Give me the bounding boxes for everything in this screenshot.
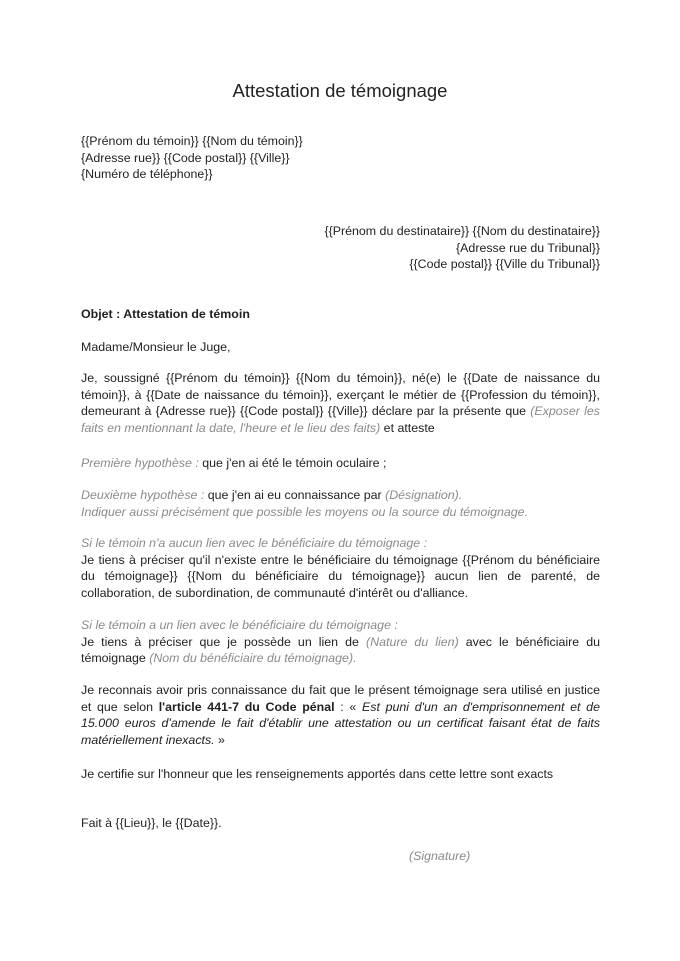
hypothesis-2-label: Deuxième hypothèse : <box>81 488 208 502</box>
legal-end: » <box>214 732 225 747</box>
case-link-text-2: avec le bénéficiaire du témoignage <box>81 634 600 665</box>
sender-phone: {Numéro de téléphone}} <box>81 167 213 181</box>
signature-placeholder: (Signature) <box>409 849 471 863</box>
case-link-text-1: Je tiens à préciser que je possède un lien de <box>81 634 367 649</box>
hypothesis-2-text: que j'en ai eu connaissance par <box>207 488 386 502</box>
case-no-link-label: Si le témoin n'a aucun lien avec le bénéficiaire du témoignage : <box>81 536 428 550</box>
legal-paragraph <box>81 682 600 748</box>
hypothesis-2-instruction: Indiquer aussi précisément que possible les moyens ou la source du témoignage. <box>81 504 529 519</box>
hypothesis-2-hint: (Désignation). <box>385 488 463 502</box>
declaration-hint: (Exposer les faits en mentionnant la date, l'heure et le lieu des faits) <box>81 404 600 435</box>
legal-article: l'article 441-7 du Code pénal <box>158 699 335 714</box>
recipient-name: {{Prénom du destinataire}} {{Nom du destinataire}} <box>324 224 600 238</box>
sender-address <box>81 133 600 183</box>
place-date-line: Fait à {{Lieu}}, le {{Date}}. <box>81 816 222 830</box>
declaration-end: et atteste <box>380 420 435 435</box>
case-link-label: Si le témoin a un lien avec le bénéficiaire du témoignage : <box>81 618 398 632</box>
hypothesis-1 <box>81 455 600 472</box>
case-no-link <box>81 535 600 601</box>
case-link-hint-2: (Nom du bénéficiaire du témoignage). <box>149 651 357 665</box>
sender-name: {{Prénom du témoin}} {{Nom du témoin}} <box>81 134 303 148</box>
legal-text-2: : « <box>334 699 362 714</box>
legal-text-1: Je reconnais avoir pris connaissance du fait que le présent témoignage sera utilisé en justice et que selon <box>81 683 600 714</box>
hypothesis-2 <box>81 487 600 520</box>
recipient-street: {Adresse rue du Tribunal}} <box>456 240 600 255</box>
legal-quote: Est puni d'un an d'emprisonnement et de 15.000 euros d'amende le fait d'établir une attestation ou un certificat faisant état de faits matériellement inexacts. <box>81 699 600 747</box>
hypothesis-1-label: Première hypothèse : <box>81 456 203 470</box>
certify-paragraph: Je certifie sur l'honneur que les renseignements apportés dans cette lettre sont exacts <box>81 767 554 781</box>
case-no-link-text: Je tiens à préciser qu'il n'existe entre le bénéficiaire du témoignage {{Prénom du bénéficiaire du témoignage}} {{Nom du bénéficiaire du témoignage}} aucun lien de parenté, de collaboration, de subordination, de communauté d'intérêt ou d'alliance. <box>81 552 600 600</box>
declaration-text: Je, soussigné {{Prénom du témoin}} {{Nom du témoin}}, né(e) le {{Date de naissance du témoin}}, à {{Date de naissance du témoin}}, exerçant le métier de {{Profession du témoin}}, demeurant à {Adresse rue}} {{Code postal}} {{Ville}} déclare par la présente que <box>81 371 600 418</box>
hypothesis-1-text: que j'en ai été le témoin oculaire ; <box>202 456 387 470</box>
case-link-hint-1: (Nature du lien) <box>366 634 459 649</box>
recipient-city: {{Code postal}} {{Ville du Tribunal}} <box>409 257 600 271</box>
sender-street: {Adresse rue}} {{Code postal}} {{Ville}} <box>81 150 290 165</box>
declaration-paragraph <box>81 370 600 436</box>
case-link <box>81 617 600 667</box>
recipient-address <box>81 223 600 273</box>
document-title: Attestation de témoignage <box>232 80 448 101</box>
subject-line: Objet : Attestation de témoin <box>81 307 250 321</box>
salutation: Madame/Monsieur le Juge, <box>81 340 231 354</box>
